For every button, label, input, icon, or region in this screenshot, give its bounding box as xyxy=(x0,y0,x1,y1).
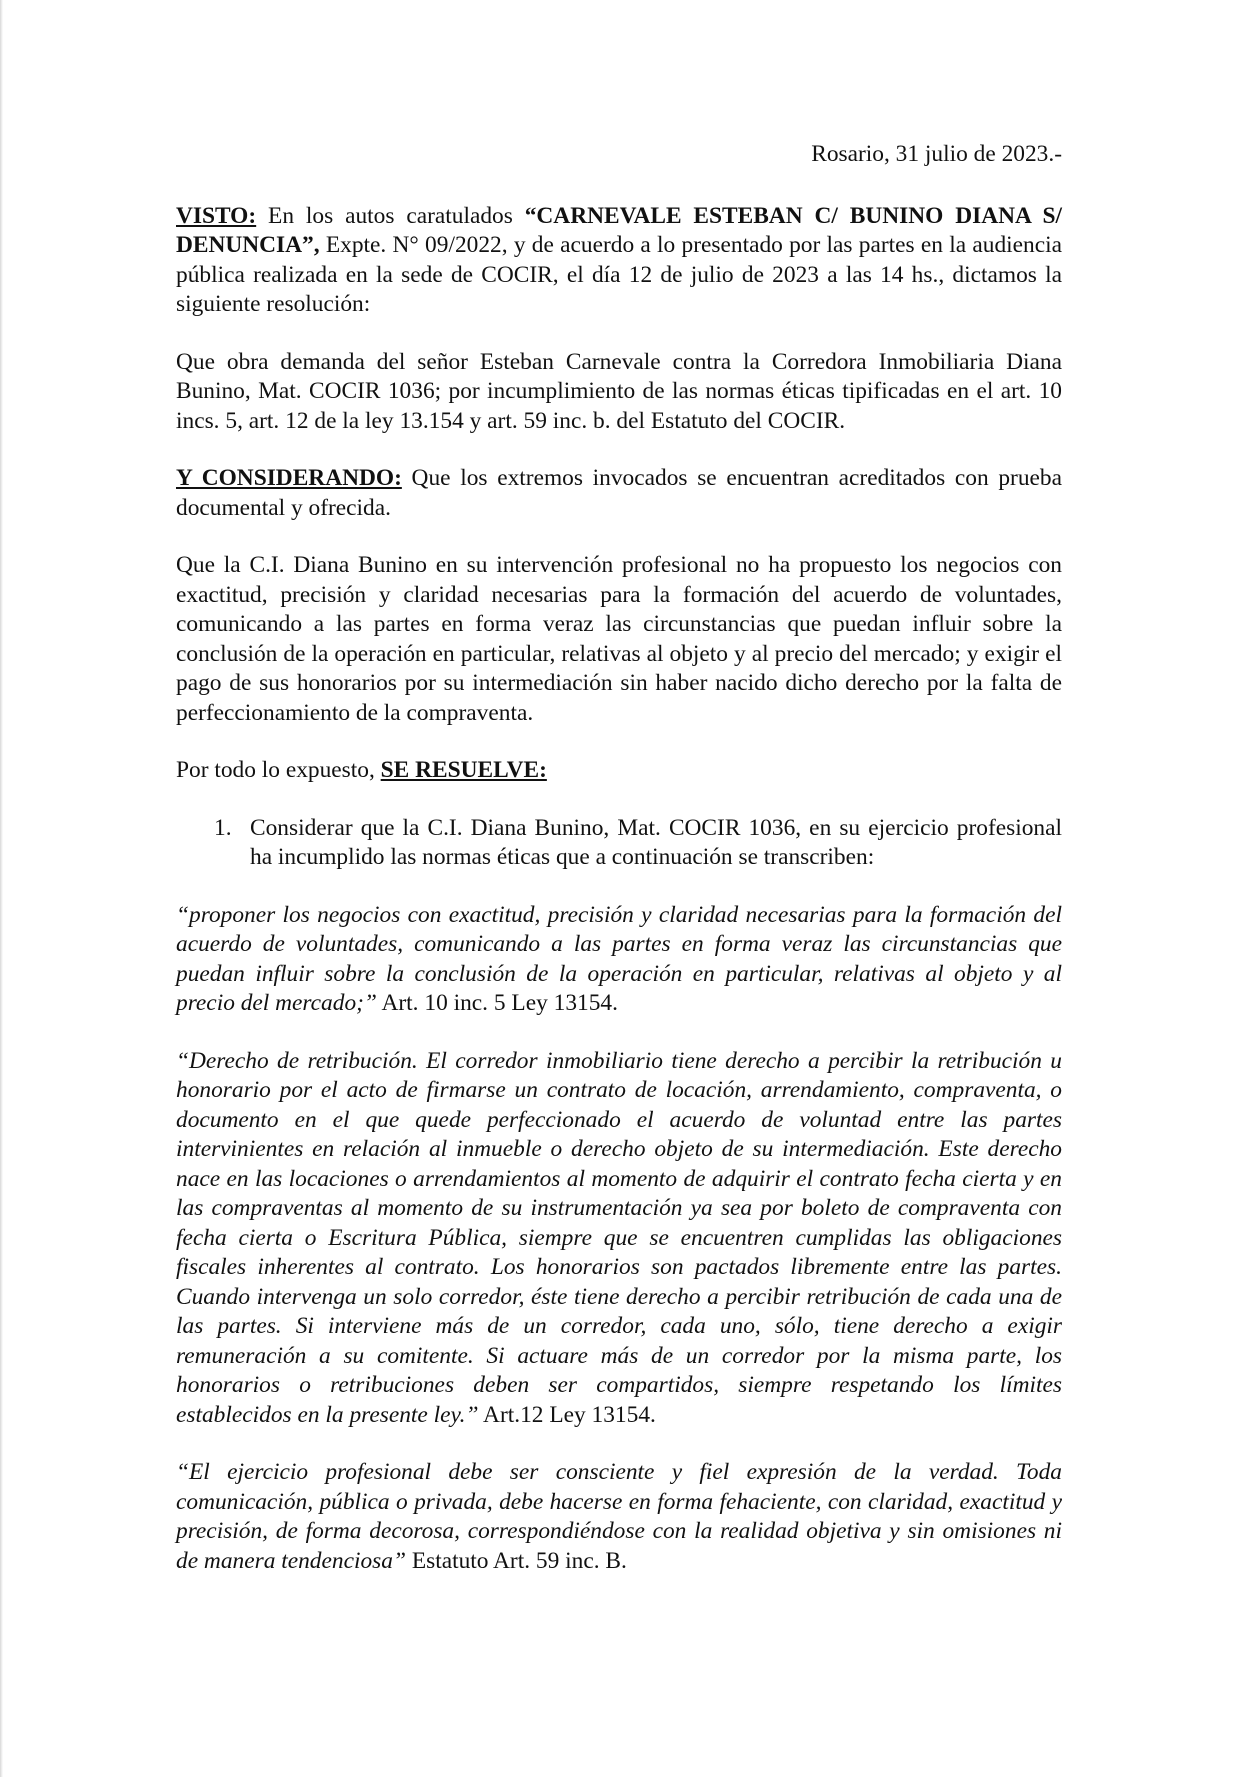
quote-text-continued: Los honorarios son pactados libremente entre las partes. Cuando intervenga un solo corredor, éste tiene derecho a percibir retribución de cada una de las partes. Si interviene más de un corredor, cada uno, sólo, tiene derecho a exigir remuneración a su comitente. Si actuare más de un corredor por la misma parte, los honorarios o retribuciones deben ser compartidos, siempre respetando los límites establecidos en la presente ley.” xyxy=(176,1254,1062,1428)
item-number: 1. xyxy=(214,814,232,841)
case-title: “CARNEVALE ESTEBAN C/ BUNINO DIANA S/ DENUNCIA”, xyxy=(176,202,1062,258)
resuelve-label: SE RESUELVE: xyxy=(380,757,547,783)
resuelve-intro-text: Por todo lo expuesto, xyxy=(176,757,381,783)
considerando-paragraph xyxy=(176,464,1062,523)
considerando-label: Y CONSIDERANDO: xyxy=(176,465,402,491)
visto-paragraph xyxy=(176,202,1062,320)
quote-art-10 xyxy=(176,901,1062,1019)
considerando-text: Que los extremos invocados se encuentran acreditados con prueba documental y ofrecida. xyxy=(176,465,1062,521)
document-date: Rosario, 31 julio de 2023.- xyxy=(811,141,1062,167)
demanda-paragraph: Que obra demanda del señor Esteban Carnevale contra la Corredora Inmobiliaria Diana Bunino, Mat. COCIR 1036; por incumplimiento de las normas éticas tipificadas en el art. 10 incs. 5, art. 12 de la ley 13.154 y art. 59 inc. b. del Estatuto del COCIR. xyxy=(176,348,1062,434)
quote-text: “proponer los negocios con exactitud, precisión y claridad necesarias para la formación del acuerdo de voluntades, comunicando a las partes en forma veraz las circunstancias que puedan influir sobre la conclusión de la operación en particular, relativas al objeto y al precio del mercado;” xyxy=(176,901,1062,1016)
scan-edge xyxy=(0,0,3,1777)
visto-label: VISTO: xyxy=(176,202,257,229)
visto-text-2: Expte. N° 09/2022, y de acuerdo a lo presentado por las partes en la audiencia pública realizada en la sede de COCIR, el día 12 de julio de 2023 a las 14 hs., dictamos la siguiente resolución: xyxy=(176,232,1062,317)
quote-estatuto-59 xyxy=(176,1458,1062,1576)
considerando-paragraph-2: Que la C.I. Diana Bunino en su intervención profesional no ha propuesto los negocios con exactitud, precisión y claridad necesarias para la formación del acuerdo de voluntades, comunicando a las partes en forma veraz las circunstancias que puedan influir sobre la conclusión de la operación en particular, relativas al objeto y al precio del mercado; y exigir el pago de sus honorarios por su intermediación sin haber nacido dicho derecho por la falta de perfeccionamiento de la compraventa. xyxy=(176,552,1062,726)
quote-source: Estatuto Art. 59 inc. B. xyxy=(405,1547,627,1574)
visto-text-1: En los autos caratulados xyxy=(256,202,525,229)
resolution-item-1 xyxy=(214,814,1062,873)
quote-source: Art. 10 inc. 5 Ley 13154. xyxy=(376,990,618,1016)
quote-source: Art.12 Ley 13154. xyxy=(478,1401,656,1428)
quote-text: “El ejercicio profesional debe ser consciente y fiel expresión de la verdad. Toda comunicación, pública o privada, debe hacerse en forma fehaciente, con claridad, exactitud y precisión, de forma decorosa, correspondiéndose con la realidad objetiva y sin omisiones ni de manera tendenciosa” xyxy=(176,1459,1062,1574)
quote-text: “Derecho de retribución. El corredor inmobiliario tiene derecho a percibir la retribución u honorario por el acto de firmarse un contrato de locación, arrendamiento, compraventa, o documento en el que quede perfeccionado el acuerdo de voluntad entre las partes intervinientes en relación al inmueble o derecho objeto de su intermediación. Este derecho nace en las locaciones o arrendamientos al momento de adquirir el contrato fecha cierta y en las compraventas al momento de su instrumentación ya sea por boleto de compraventa con fecha cierta o Escritura Pública, siempre que se encuentren cumplidas las obligaciones fiscales inherentes al contrato. xyxy=(176,1047,1062,1280)
resuelve-intro xyxy=(176,756,1062,786)
item-text: Considerar que la C.I. Diana Bunino, Mat. COCIR 1036, en su ejercicio profesional ha incumplido las normas éticas que a continuación se transcriben: xyxy=(250,814,1062,870)
resolution-body xyxy=(176,140,1062,1604)
quote-art-12 xyxy=(176,1047,1062,1431)
